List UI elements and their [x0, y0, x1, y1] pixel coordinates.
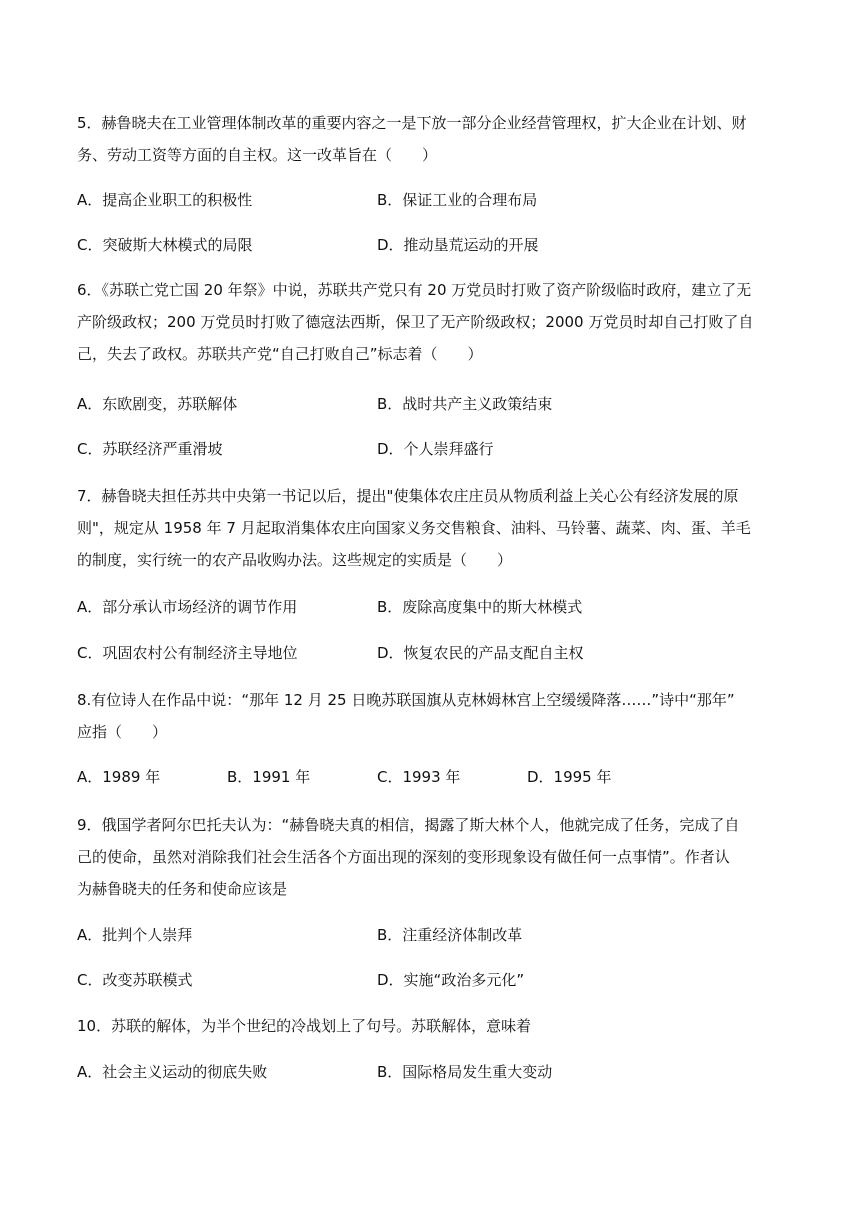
question-5-option-d: D．推动垦荒运动的开展	[377, 236, 539, 254]
question-5-option-c: C．突破斯大林模式的局限	[77, 236, 253, 254]
question-7-option-d: D．恢复农民的产品支配自主权	[377, 644, 584, 662]
question-6-stem-line-1: 6．《苏联亡党亡国 20 年祭》中说，苏联共产党只有 20 万党员时打败了资产阶级临时政府，建立了无	[77, 281, 752, 299]
question-8-option-d: D．1995 年	[527, 768, 612, 786]
question-9-option-d: D．实施“政治多元化”	[377, 971, 525, 989]
question-7-stem-line-3: 的制度，实行统一的农产品收购办法。这些规定的实质是（ ）	[77, 551, 513, 569]
question-8-option-b: B．1991 年	[227, 768, 311, 786]
question-9-stem-line-1: 9．俄国学者阿尔巴托夫认为：“赫鲁晓夫真的相信，揭露了斯大林个人，他就完成了任务，完成了自	[77, 816, 740, 834]
question-8-stem-line-1: 8.有位诗人在作品中说：“那年 12 月 25 日晚苏联国旗从克林姆林宫上空缓缓降落……”诗中“那年”	[77, 691, 735, 709]
question-6-stem-line-3: 己，失去了政权。苏联共产党“自己打败自己”标志着（ ）	[77, 345, 483, 363]
question-6-option-d: D．个人崇拜盛行	[377, 440, 494, 458]
question-5-stem-line-1: 5．赫鲁晓夫在工业管理体制改革的重要内容之一是下放一部分企业经营管理权，扩大企业在计划、财	[77, 114, 747, 132]
question-6-option-a: A．东欧剧变，苏联解体	[77, 395, 238, 413]
question-8-stem-line-2: 应指（ ）	[77, 723, 168, 741]
question-7-option-c: C．巩固农村公有制经济主导地位	[77, 644, 298, 662]
question-10-option-b: B．国际格局发生重大变动	[377, 1063, 553, 1081]
question-8-option-a: A．1989 年	[77, 768, 161, 786]
question-8-option-c: C．1993 年	[377, 768, 461, 786]
question-9-stem-line-3: 为赫鲁晓夫的任务和使命应该是	[77, 880, 288, 898]
question-9-option-b: B．注重经济体制改革	[377, 926, 523, 944]
question-6-option-b: B．战时共产主义政策结束	[377, 395, 553, 413]
question-9-stem-line-2: 己的使命，虽然对消除我们社会生活各个方面出现的深刻的变形现象设有做任何一点事情”。作者认	[77, 848, 730, 866]
question-9-option-c: C．改变苏联模式	[77, 971, 193, 989]
question-5-stem-line-2: 务、劳动工资等方面的自主权。这一改革旨在（ ）	[77, 146, 438, 164]
question-7-stem-line-2: 则"，规定从 1958 年 7 月起取消集体农庄向国家义务交售粮食、油料、马铃薯、蔬菜、肉、蛋、羊毛	[77, 519, 751, 537]
question-10-option-a: A．社会主义运动的彻底失败	[77, 1063, 268, 1081]
question-5-option-a: A．提高企业职工的积极性	[77, 191, 253, 209]
question-5-option-b: B．保证工业的合理布局	[377, 191, 538, 209]
question-7-option-b: B．废除高度集中的斯大林模式	[377, 598, 583, 616]
question-7-option-a: A．部分承认市场经济的调节作用	[77, 598, 298, 616]
question-6-stem-line-2: 产阶级政权；200 万党员时打败了德寇法西斯，保卫了无产阶级政权；2000 万党员时却自己打败了自	[77, 313, 754, 331]
question-7-stem-line-1: 7．赫鲁晓夫担任苏共中央第一书记以后，提出"使集体农庄庄员从物质利益上关心公有经济发展的原	[77, 487, 739, 505]
question-10-stem-line-1: 10．苏联的解体，为半个世纪的冷战划上了句号。苏联解体，意味着	[77, 1017, 532, 1035]
question-9-option-a: A．批判个人崇拜	[77, 926, 193, 944]
question-6-option-c: C．苏联经济严重滑坡	[77, 440, 223, 458]
